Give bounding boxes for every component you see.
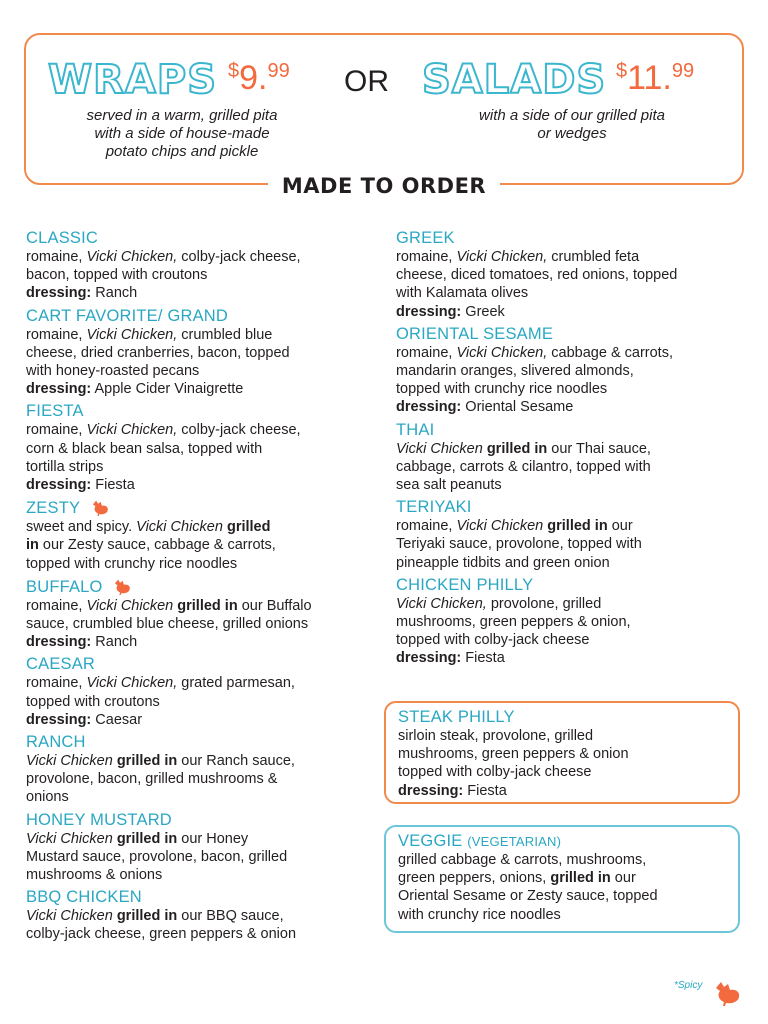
menu-item-name: BBQ CHICKEN (26, 888, 142, 907)
menu-item-name: STEAK PHILLY (398, 708, 515, 726)
menu-item-bbq-chicken (26, 888, 376, 943)
menu-item-note: (VEGETARIAN) (467, 834, 562, 849)
menu-column-left (26, 229, 376, 948)
menu-item-buffalo (26, 577, 376, 652)
menu-item-name: RANCH (26, 733, 86, 752)
menu-item-description: romaine, Vicki Chicken, colby-jack cheese, bacon, topped with croutons (26, 249, 301, 284)
menu-item-description: romaine, Vicki Chicken, grated parmesan, topped with croutons (26, 675, 295, 710)
menu-item-veggie (398, 832, 726, 924)
menu-item-description: sweet and spicy. Vicki Chicken grilled in our Zesty sauce, cabbage & carrots, topped with crunchy rice noodles (26, 519, 276, 572)
menu-item-description: romaine, Vicki Chicken, crumbled feta cheese, diced tomatoes, red onions, topped with Kalamata olives (396, 249, 678, 302)
menu-item-dressing: dressing: Caesar (26, 711, 143, 728)
menu-item-oriental-sesame (396, 325, 742, 417)
menu-item-dressing: dressing: Apple Cider Vinaigrette (26, 381, 244, 398)
menu-item-name: ZESTY (26, 498, 376, 518)
spicy-rooster-icon (89, 498, 111, 516)
menu-item-honey-mustard (26, 811, 376, 885)
menu-item-description: romaine, Vicki Chicken, cabbage & carrots, mandarin oranges, slivered almonds, topped with crunchy rice noodles (396, 344, 673, 398)
steak-philly-box (384, 701, 740, 804)
wraps-title (48, 57, 217, 103)
menu-item-dressing: dressing: Fiesta (26, 477, 135, 494)
menu-item-name: ORIENTAL SESAME (396, 324, 554, 343)
menu-item-description: romaine, Vicki Chicken, crumbled blue cheese, dried cranberries, bacon, topped with honey-roasted pecans (26, 326, 290, 380)
or-label: OR (344, 65, 389, 98)
veggie-box (384, 825, 740, 933)
menu-item-name: GREEK (396, 229, 455, 247)
menu-item-thai (396, 421, 742, 495)
menu-item-cart-favorite-grand (26, 307, 376, 399)
menu-item-dressing: dressing: Ranch (26, 634, 138, 651)
spicy-legend: *Spicy (674, 980, 703, 991)
menu-item-name: CLASSIC (26, 229, 99, 247)
salads-price: $11.99 (616, 59, 695, 97)
menu-item-description: Vicki Chicken grilled in our Thai sauce, cabbage, carrots & cilantro, topped with sea salt peanuts (396, 440, 651, 494)
salads-description: with a side of our grilled pita or wedges (479, 107, 665, 142)
menu-item-name: CAESAR (26, 655, 96, 674)
menu-item-zesty (26, 498, 376, 573)
menu-item-name: THAI (396, 420, 435, 439)
menu-item-steak-philly (398, 708, 726, 800)
menu-item-description: romaine, Vicki Chicken, colby-jack cheese, corn & black bean salsa, topped with tortilla strips (26, 422, 301, 475)
menu-item-name: VEGGIE (VEGETARIAN) (398, 832, 562, 850)
salads-title (422, 57, 606, 103)
menu-column-right (396, 229, 742, 672)
spicy-rooster-icon (111, 577, 133, 595)
menu-item-description: Vicki Chicken grilled in our Ranch sauce, provolone, bacon, grilled mushrooms & onions (26, 753, 295, 806)
menu-item-name: TERIYAKI (396, 498, 472, 517)
menu-item-description: Vicki Chicken grilled in our Honey Mustard sauce, provolone, bacon, grilled mushrooms & onions (26, 830, 288, 884)
menu-item-name: HONEY MUSTARD (26, 810, 172, 829)
wraps-name: WRAPS (48, 57, 218, 103)
menu-item-name: CHICKEN PHILLY (396, 575, 534, 594)
wraps-price: $9.99 (228, 59, 290, 97)
menu-item-teriyaki (396, 498, 742, 572)
menu-item-description: romaine, Vicki Chicken grilled in our Buffalo sauce, crumbled blue cheese, grilled onions (26, 597, 312, 633)
salads-name: SALADS (422, 57, 607, 103)
menu-item-description: romaine, Vicki Chicken grilled in our Teriyaki sauce, provolone, topped with pineapple tidbits and green onion (396, 518, 642, 571)
wraps-description: served in a warm, grilled pita with a side of house-made potato chips and pickle (86, 107, 278, 160)
menu-item-dressing: dressing: Greek (396, 303, 505, 320)
menu-item-dressing: dressing: Fiesta (398, 782, 507, 799)
menu-item-name: BUFFALO (26, 577, 376, 597)
menu-item-greek (396, 229, 742, 321)
menu-item-classic (26, 229, 376, 303)
menu-item-name: FIESTA (26, 402, 84, 421)
menu-item-dressing: dressing: Ranch (26, 285, 138, 302)
menu-item-ranch (26, 733, 376, 807)
menu-item-name: CART FAVORITE/ GRAND (26, 306, 229, 325)
menu-item-description: Vicki Chicken grilled in our BBQ sauce, colby-jack cheese, green peppers & onion (26, 908, 297, 943)
menu-item-dressing: dressing: Oriental Sesame (396, 399, 574, 416)
menu-item-fiesta (26, 402, 376, 494)
section-title: MADE TO ORDER (0, 174, 768, 198)
rooster-icon (712, 978, 742, 1006)
menu-item-description: sirloin steak, provolone, grilled mushrooms, green peppers & onion topped with colby-jack cheese (398, 728, 629, 781)
menu-item-description: Vicki Chicken, provolone, grilled mushrooms, green peppers & onion, topped with colby-jack cheese (396, 595, 631, 649)
menu-item-description: grilled cabbage & carrots, mushrooms, green peppers, onions, grilled in our Oriental Sesame or Zesty sauce, topped with crunchy rice noodles (398, 852, 658, 923)
menu-item-caesar (26, 655, 376, 729)
menu-item-chicken-philly (396, 576, 742, 668)
header-box (24, 33, 744, 185)
menu-item-dressing: dressing: Fiesta (396, 650, 505, 667)
